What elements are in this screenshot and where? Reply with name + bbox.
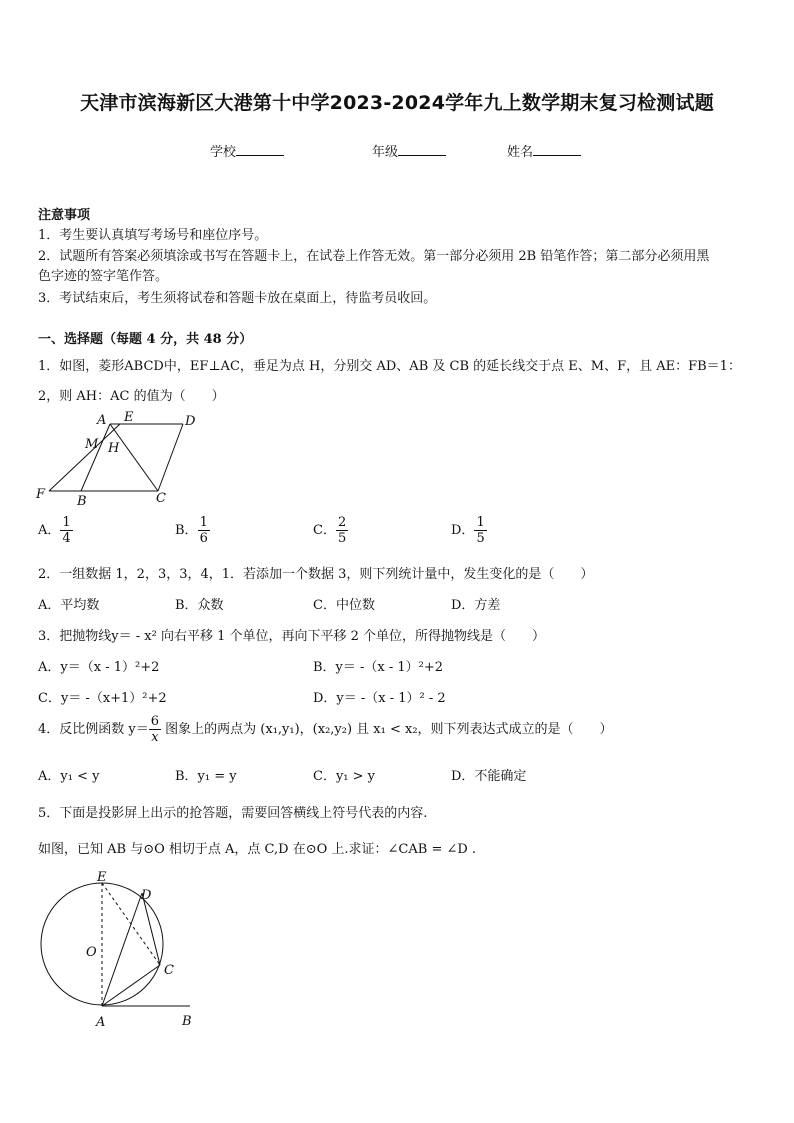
figure-label-a: A [96,1015,106,1030]
q4-option-d: D．不能确定 [451,769,527,784]
q1-option-c: C． $\frac{2}{5}$ [313,515,347,546]
grade-field [372,141,446,160]
note-item: 3．考试结束后，考生须将试卷和答题卡放在桌面上，待监考员收回。 [38,291,437,306]
figure-label-c: C [164,963,174,978]
note-item: 1．考生要认真填写考场号和座位序号。 [38,228,268,243]
q3-text: 3．把抛物线y＝ - x² 向右平移 1 个单位，再向下平移 2 个单位，所得抛物线是（ ） [38,629,546,644]
figure-label-h: H [108,441,120,456]
school-label: 学校 [210,145,237,160]
q2-text: 2．一组数据 1，2，3，3，4，1．若添加一个数据 3，则下列统计量中，发生变化的是（ ） [38,567,594,582]
q1-option-a: A． $\frac{1}{4}$ [38,515,71,546]
q2-option-c: C．中位数 [313,598,375,613]
q1-figure [30,408,210,508]
school-blank [236,143,284,156]
q1-option-d: D． $\frac{1}{5}$ [451,515,485,546]
q4-option-c: C．y₁ > y [313,769,376,784]
q5-statement: 如图，已知 AB 与⊙O 相切于点 A，点 C,D 在⊙O 上.求证：∠CAB = ∠D . [38,842,477,857]
q1-line2: 2，则 AH：AC 的值为（ ） [38,389,225,404]
figure-label-a: A [97,413,107,428]
q1-option-b: B． $\frac{1}{6}$ [175,515,208,546]
note-item: 色字迹的签字笔作答。 [38,269,169,284]
figure-label-e: E [97,870,107,885]
q1-line1: 1．如图，菱形ABCD中，EF⊥AC，垂足为点 H，分别交 AD、AB 及 CB 的延长线交于点 E、M、F，且 AE：FB＝1： [38,359,741,374]
figure-label-c: C [156,491,166,506]
q4-option-a: A．y₁ < y [38,769,100,784]
figure-label-d: D [185,414,196,429]
name-field [507,141,581,160]
q3-option-a: A．y＝（x - 1）²+2 [38,660,160,675]
q3-option-d: D．y＝ -（x - 1）² - 2 [313,691,446,706]
q2-option-b: B．众数 [175,598,224,613]
grade-label: 年级 [372,145,399,160]
q3-option-b: B．y＝ -（x - 1）²+2 [313,660,444,675]
note-item: 2．试题所有答案必须填涂或书写在答题卡上，在试卷上作答无效。第一部分必须用 2B 铅笔作答；第二部分必须用黑 [38,249,710,264]
school-field [210,141,284,160]
notes-heading: 注意事项 [38,208,91,223]
figure-label-b: B [77,494,87,508]
q5-figure [30,866,210,1036]
q4-option-b: B．y₁ = y [175,769,237,784]
figure-label-f: F [36,487,46,502]
name-blank [533,143,581,156]
q3-option-c: C．y＝ -（x+1）²+2 [38,691,167,706]
q2-option-d: D．方差 [451,598,501,613]
q4-text: 4．反比例函数 y＝ $\frac{6}{x}$ 图象上的两点为 (x₁,y₁)，(x₂,y₂) 且 x₁ < x₂，则下列表达式成立的是（ ） [38,714,613,745]
figure-label-b: B [182,1014,192,1029]
figure-label-e: E [124,410,134,425]
q5-text: 5．下面是投影屏上出示的抢答题，需要回答横线上符号代表的内容. [38,806,428,821]
grade-blank [398,143,446,156]
section-heading: 一、选择题（每题 4 分，共 48 分） [38,332,253,347]
name-label: 姓名 [507,145,534,160]
figure-label-d: D [141,888,152,903]
q2-option-a: A．平均数 [38,598,100,613]
page-title: 天津市滨海新区大港第十中学2023-2024学年九上数学期末复习检测试题 [80,92,714,114]
figure-label-m: M [85,437,99,452]
q4-fraction: $\frac{6}{x}$ [150,714,160,745]
figure-label-o: O [86,945,97,960]
